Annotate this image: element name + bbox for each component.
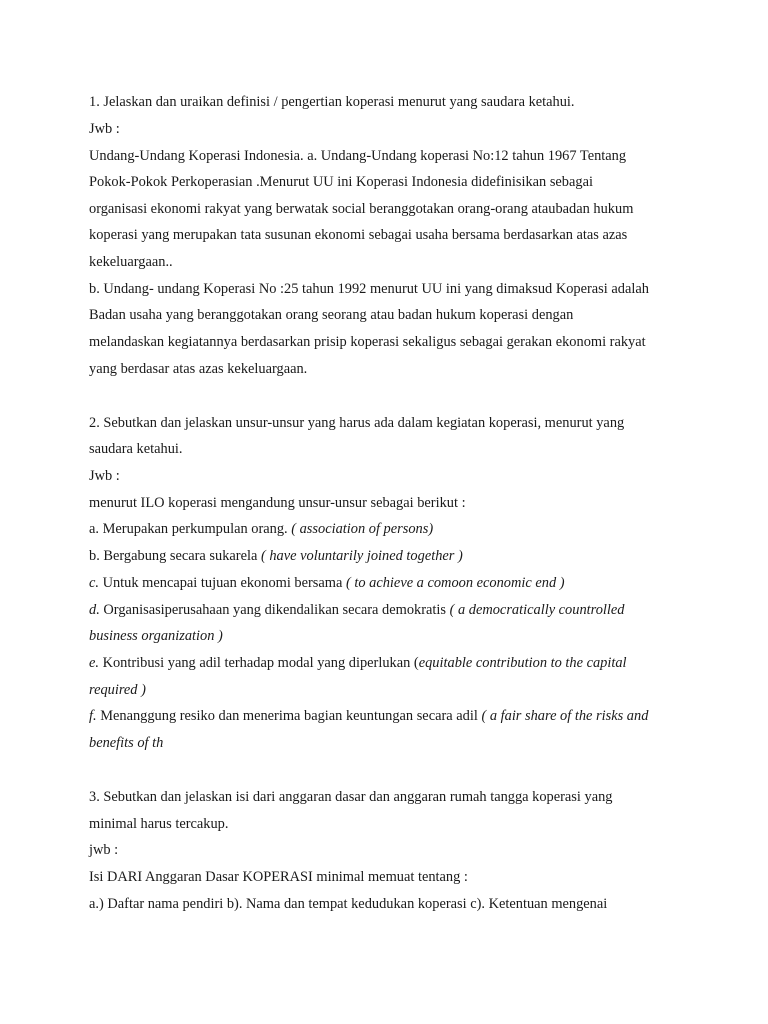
- q2-question: 2. Sebutkan dan jelaskan unsur-unsur yang harus ada dalam kegiatan koperasi, menurut yang: [89, 415, 625, 431]
- item-text: Untuk mencapai tujuan ekonomi bersama: [99, 575, 346, 591]
- item-english: ( to achieve a comoon economic end ): [345, 575, 565, 591]
- q2-item-f-cont: benefits of th: [89, 735, 164, 751]
- item-english: equitable contribution to the capital: [418, 655, 627, 671]
- q3-intro: Isi DARI Anggaran Dasar KOPERASI minimal memuat tentang :: [89, 869, 468, 885]
- q3-jwb: jwb :: [89, 842, 119, 858]
- item-text: Menanggung resiko dan menerima bagian keuntungan secara adil: [96, 708, 482, 724]
- q2-item-d: [89, 601, 625, 619]
- q1-a-line: Undang-Undang Koperasi Indonesia. a. Undang-Undang koperasi No:12 tahun 1967 Tentang: [89, 148, 627, 164]
- q2-item-f: [89, 707, 648, 725]
- q2-jwb: Jwb :: [89, 468, 120, 484]
- q1-a-line: Pokok-Pokok Perkoperasian .Menurut UU ini Koperasi Indonesia didefinisikan sebagai: [89, 174, 593, 190]
- q2-item-b: [89, 547, 463, 565]
- q1-b-line: yang berdasar atas azas kekeluargaan.: [89, 361, 308, 377]
- q2-item-d-cont: business organization ): [89, 628, 223, 644]
- item-text: Kontribusi yang adil terhadap modal yang diperlukan (: [99, 655, 419, 671]
- item-prefix: d.: [89, 602, 100, 618]
- item-text: Merupakan perkumpulan orang.: [99, 521, 292, 537]
- q1-jwb: Jwb :: [89, 121, 120, 137]
- item-english: ( a democratically countrolled: [449, 602, 625, 618]
- q1-question: 1. Jelaskan dan uraikan definisi / pengertian koperasi menurut yang saudara ketahui.: [89, 94, 575, 110]
- q3-question: 3. Sebutkan dan jelaskan isi dari anggaran dasar dan anggaran rumah tangga koperasi yang: [89, 789, 613, 805]
- item-english: ( a fair share of the risks and: [481, 708, 649, 724]
- item-prefix: b.: [89, 548, 100, 564]
- item-english: ( have voluntarily joined together ): [260, 548, 463, 564]
- item-prefix: c.: [89, 575, 99, 591]
- q3-line: a.) Daftar nama pendiri b). Nama dan tempat kedudukan koperasi c). Ketentuan mengenai: [89, 896, 608, 912]
- q1-a-line: organisasi ekonomi rakyat yang berwatak social beranggotakan orang-orang ataubadan hukum: [89, 201, 634, 217]
- item-prefix: a.: [89, 521, 99, 537]
- q2-item-c: [89, 574, 565, 592]
- q1-a-line: kekeluargaan..: [89, 254, 173, 270]
- item-english: ( association of persons): [291, 521, 434, 537]
- q3-question: minimal harus tercakup.: [89, 816, 229, 832]
- item-prefix: e.: [89, 655, 99, 671]
- q2-item-e: [89, 654, 627, 672]
- q2-question: saudara ketahui.: [89, 441, 183, 457]
- q2-intro: menurut ILO koperasi mengandung unsur-unsur sebagai berikut :: [89, 495, 466, 511]
- item-text: Organisasiperusahaan yang dikendalikan secara demokratis: [99, 602, 450, 618]
- q1-a-line: koperasi yang merupakan tata susunan ekonomi sebagai usaha bersama berdasarkan atas azas: [89, 227, 628, 243]
- item-text: Bergabung secara sukarela: [99, 548, 261, 564]
- q2-item-a: [89, 520, 433, 538]
- item-prefix: f.: [89, 708, 97, 724]
- q1-b-line: Badan usaha yang beranggotakan orang seorang atau badan hukum koperasi dengan: [89, 307, 574, 323]
- q2-item-e-cont: required ): [89, 682, 146, 698]
- q1-b-line: melandaskan kegiatannya berdasarkan prisip koperasi sekaligus sebagai gerakan ekonomi rakyat: [89, 334, 646, 350]
- q1-b-line: b. Undang- undang Koperasi No :25 tahun 1992 menurut UU ini yang dimaksud Koperasi adalah: [89, 281, 649, 297]
